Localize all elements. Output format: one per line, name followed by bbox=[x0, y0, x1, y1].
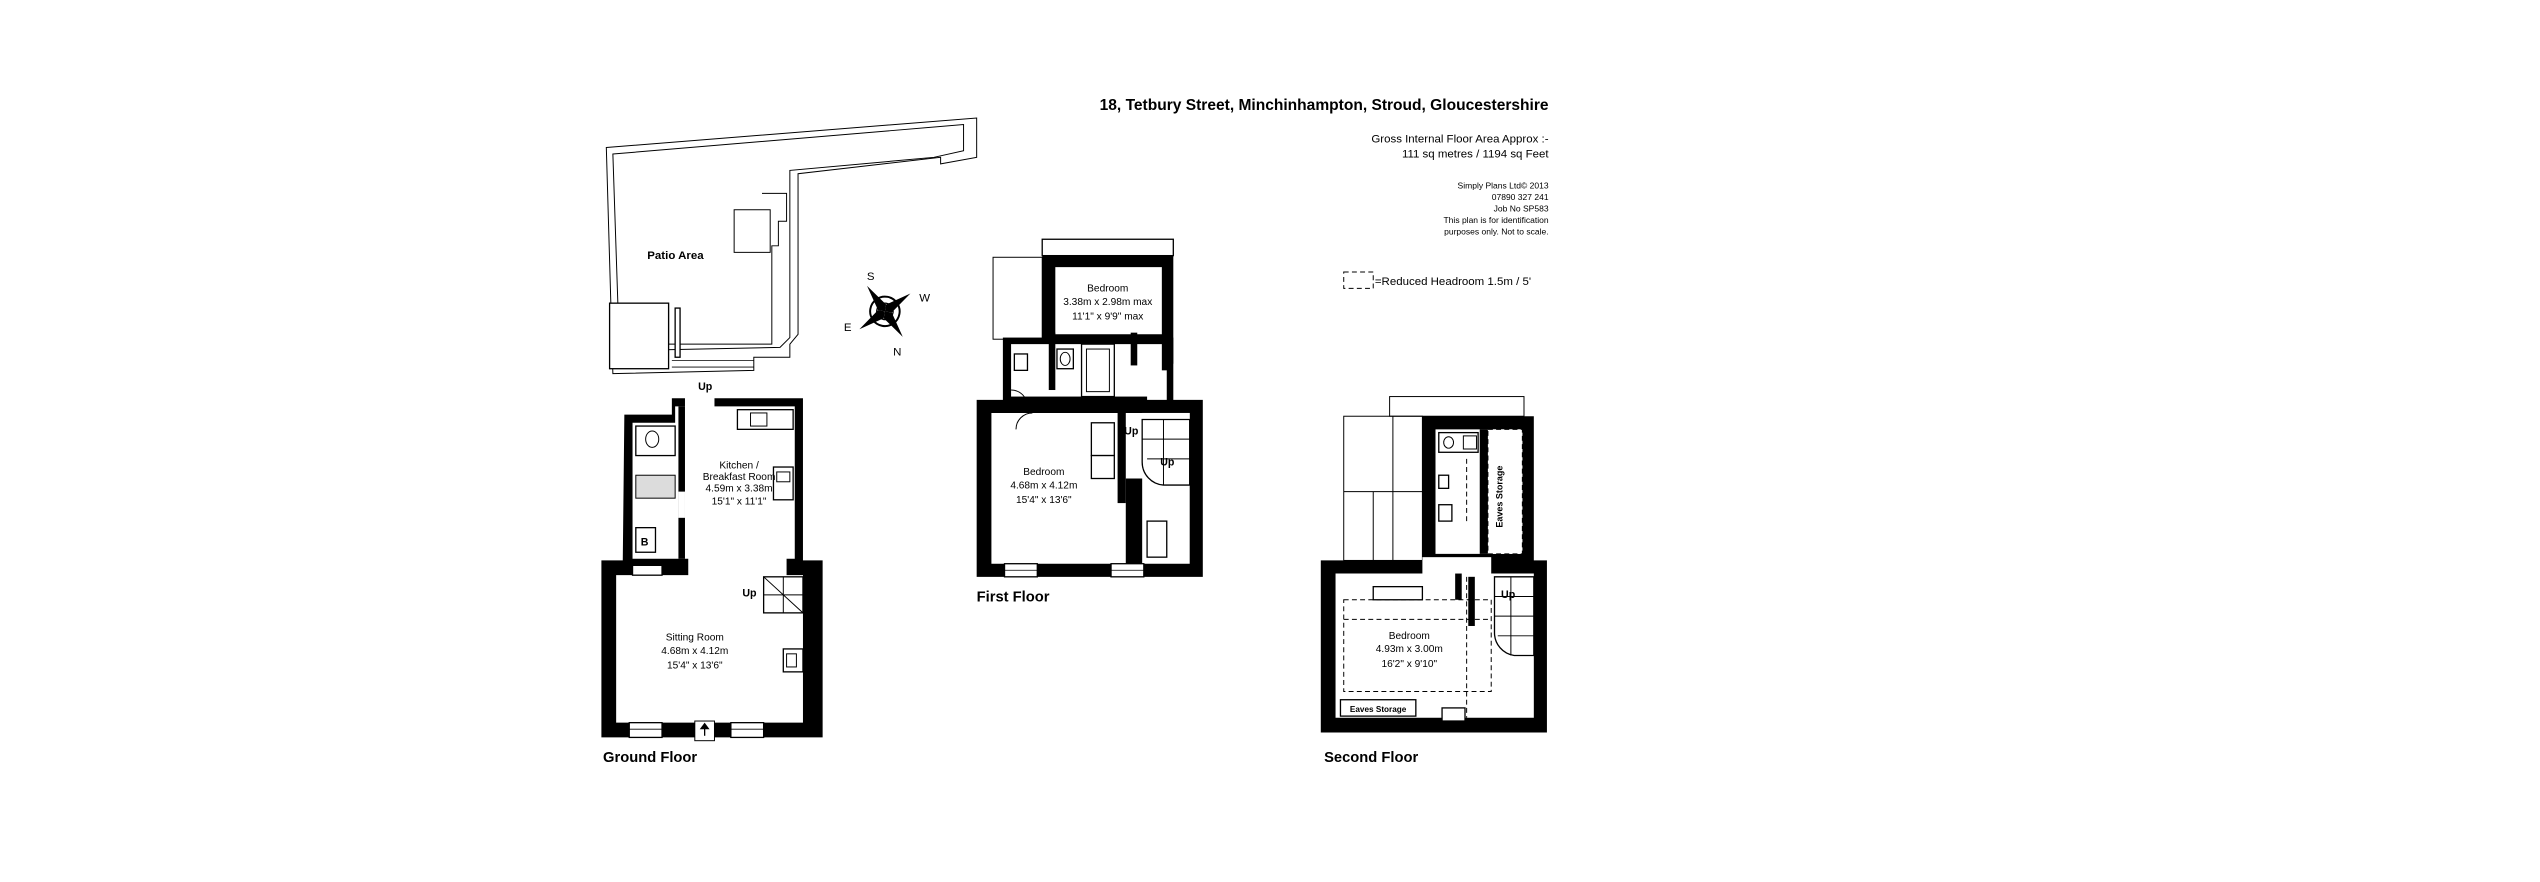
second-bedroom-name: Bedroom bbox=[1388, 631, 1430, 643]
ground-floor-title: Ground Floor bbox=[603, 749, 698, 766]
first-floor-plan bbox=[977, 239, 1203, 605]
compass-e: E bbox=[843, 322, 852, 335]
ground-up-outside: Up bbox=[698, 381, 713, 394]
bedroom-front-name: Bedroom bbox=[1023, 467, 1065, 479]
reduced-headroom-swatch bbox=[1344, 272, 1373, 288]
bedroom-back-name: Bedroom bbox=[1087, 283, 1129, 295]
compass-rose-icon bbox=[842, 268, 929, 355]
kitchen-imperial: 15'1" x 11'1" bbox=[711, 496, 767, 508]
compass-n: N bbox=[893, 346, 902, 359]
area-line-2: 111 sq metres / 1194 sq Feet bbox=[1401, 148, 1549, 161]
second-bedroom-imperial: 16'2" x 9'10" bbox=[1381, 658, 1438, 670]
credit-line-2: 07890 327 241 bbox=[1491, 191, 1549, 202]
first-up-stairs: Up bbox=[1160, 456, 1175, 469]
credit-line-5: purposes only. Not to scale. bbox=[1444, 226, 1549, 237]
area-line-1: Gross Internal Floor Area Approx :- bbox=[1371, 133, 1549, 146]
second-floor-plan bbox=[1321, 397, 1547, 766]
credit-line-4: This plan is for identification bbox=[1443, 214, 1549, 225]
bedroom-front-metric: 4.68m x 4.12m bbox=[1010, 480, 1078, 492]
ground-b-label: B bbox=[640, 536, 649, 549]
credit-line-3: Job No SP583 bbox=[1493, 203, 1549, 214]
second-bedroom-metric: 4.93m x 3.00m bbox=[1375, 644, 1443, 656]
kitchen-metric: 4.59m x 3.38m bbox=[705, 483, 773, 495]
first-floor-title: First Floor bbox=[976, 589, 1050, 606]
kitchen-name-1: Kitchen / bbox=[719, 460, 759, 472]
bedroom-front-imperial: 15'4" x 13'6" bbox=[1016, 495, 1072, 507]
bedroom-back-metric: 3.38m x 2.98m max bbox=[1063, 296, 1153, 308]
sitting-room-name: Sitting Room bbox=[665, 632, 724, 644]
ground-up-stairs: Up bbox=[742, 587, 757, 600]
sitting-room-imperial: 15'4" x 13'6" bbox=[666, 660, 723, 672]
eaves-storage-small-label: Eaves Storage bbox=[1349, 705, 1407, 715]
compass-w: W bbox=[919, 292, 931, 305]
first-up-landing: Up bbox=[1124, 425, 1139, 438]
address-title: 18, Tetbury Street, Minchinhampton, Stroud, Gloucestershire bbox=[1099, 96, 1549, 114]
reduced-headroom-legend: =Reduced Headroom 1.5m / 5' bbox=[1374, 276, 1532, 289]
second-floor-title: Second Floor bbox=[1324, 749, 1419, 766]
bedroom-back-imperial: 11'1" x 9'9" max bbox=[1072, 311, 1144, 323]
compass-s: S bbox=[866, 271, 875, 284]
credit-line-1: Simply Plans Ltd© 2013 bbox=[1457, 180, 1549, 191]
patio-label: Patio Area bbox=[647, 249, 704, 262]
kitchen-name-2: Breakfast Room bbox=[702, 472, 776, 484]
ground-floor-plan bbox=[601, 118, 976, 766]
second-up-stairs: Up bbox=[1501, 589, 1516, 602]
eaves-storage-label: Eaves Storage bbox=[1494, 465, 1505, 528]
sitting-room-metric: 4.68m x 4.12m bbox=[661, 645, 729, 657]
